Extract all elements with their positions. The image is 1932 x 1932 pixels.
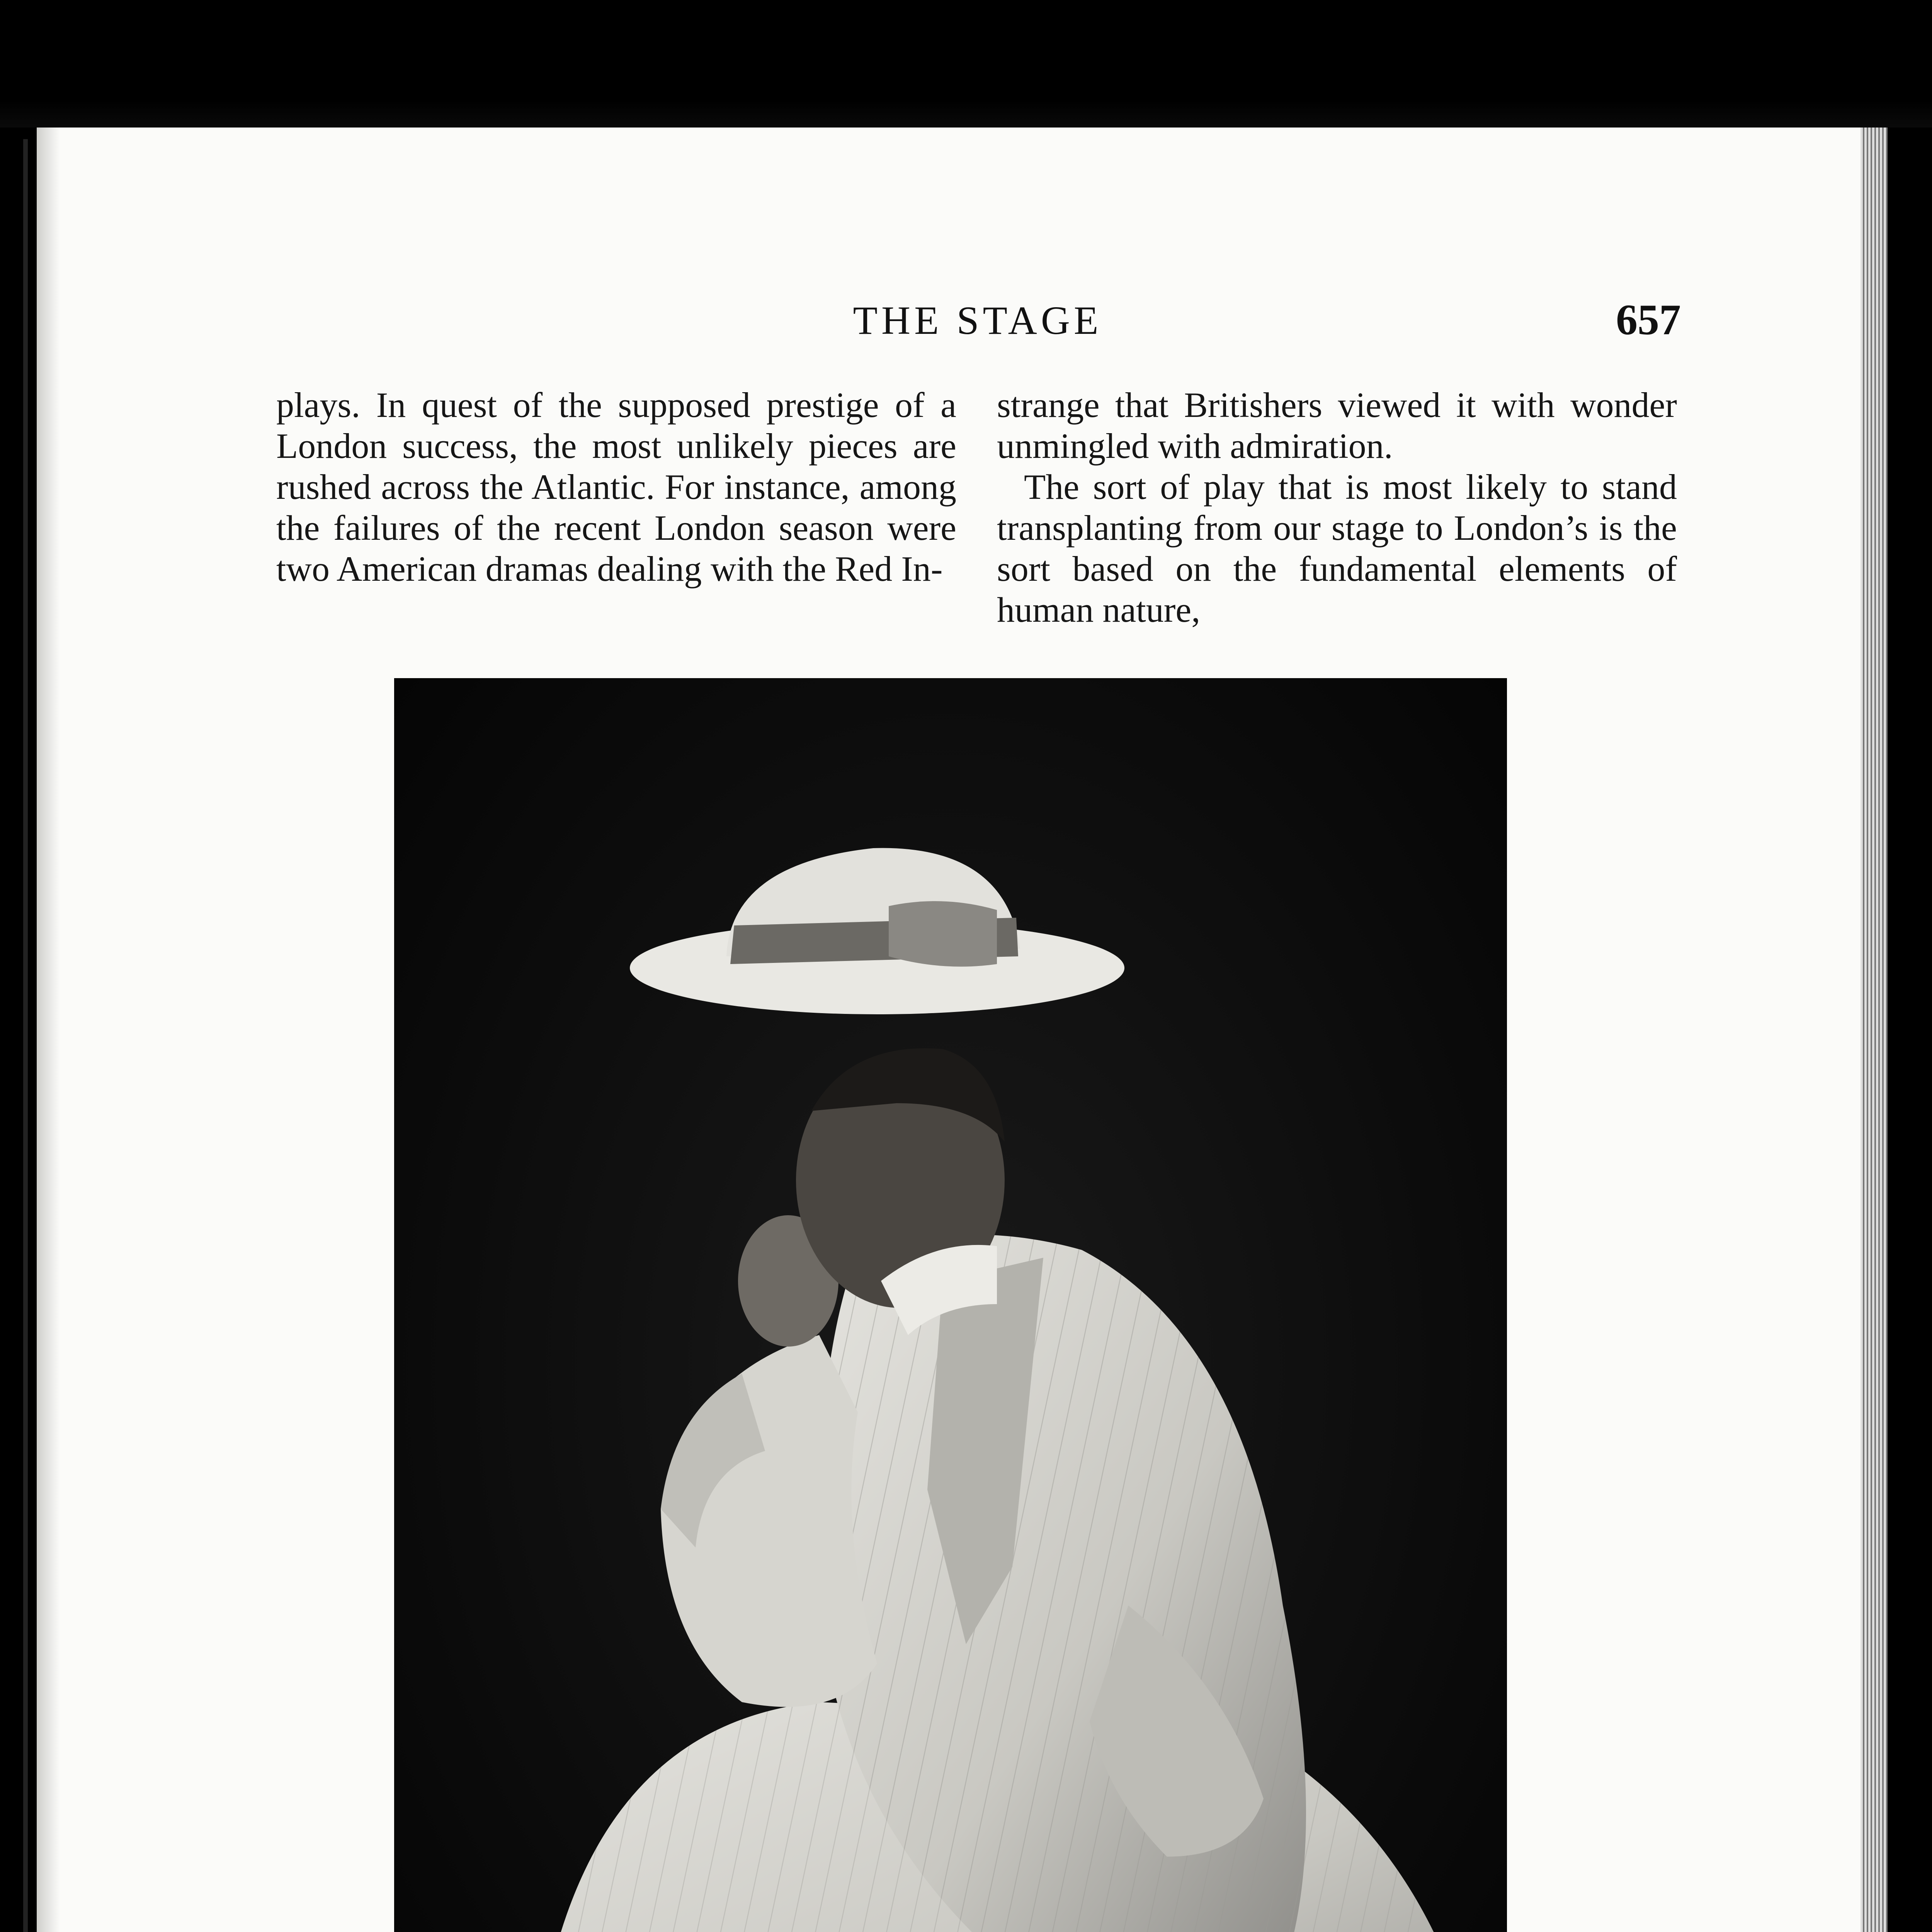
running-head: THE STAGE <box>853 298 1102 343</box>
scan-background <box>0 0 1932 128</box>
portrait-illustration <box>394 678 1507 1932</box>
page-header <box>274 298 1681 355</box>
portrait-photograph <box>394 678 1507 1932</box>
page-gutter-shadow <box>37 128 60 1932</box>
page-edge-stack <box>1861 128 1888 1932</box>
paragraph: plays. In quest of the supposed prestige of a London success, the most unlikely pieces are rushed across the Atlantic. For instance, among the failures of the recent London season were two American dramas dealing with the Red In- <box>276 385 956 588</box>
binding-edge <box>23 139 28 1932</box>
paragraph: strange that Britishers viewed it with wonder unmingled with admiration. <box>997 385 1677 466</box>
paragraph: The sort of play that is most likely to stand transplanting from our stage to London’s is the sort based on the fundamental elements of human nature, <box>997 467 1677 629</box>
text-column-top-left <box>276 384 956 589</box>
text-column-top-right <box>997 384 1677 630</box>
page-number: 657 <box>1616 296 1681 344</box>
